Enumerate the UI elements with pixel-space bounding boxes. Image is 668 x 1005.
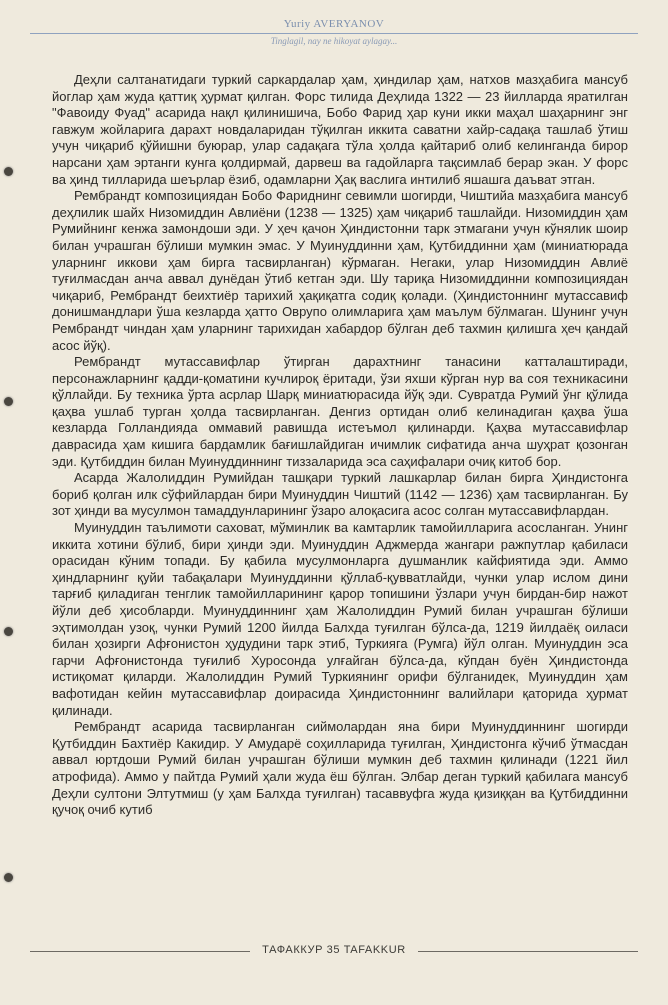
header-subtitle: Tinglagil, nay ne hikoyat aylagay... xyxy=(270,36,398,46)
paragraph: Муинуддин таълимоти саховат, мўминлик ва камтарлик тамойилларига асосланган. Унинг иккита хотини бўлиб, бири ҳинди эди. Муинуддин Аджмерда жангари ражпутлар қабиласи орасидан кўним топади. Бу қабила мусулмонларга душманлик кайфиятида эди. Аммо ҳиндларнинг қуйи табақалари Муинуддинни қўллаб-қувватлайди, чунки улар ислом дини тарғиб қиладиган тенглик тамойилларининг қарор топишини ўзлари учун бирдан-бир нажот йўли деб ҳисобларди. Муинуддиннинг ҳам Жалолиддин Румий билан учрашган бўлиши эҳтимолдан узоқ, чунки Румий 1200 йилда Балхда туғилган бўлса-да, 1219 йилдаёқ оиласи билан ҳозирги Афғонистон ҳудудини тарк этиб, Туркияга (Румга) йўл олган. Муинуддин эса гарчи Афғонистонда туғилиб Хуросонда улғайган бўлса-да, кўпдан буён Ҳиндистонда истиқомат қиларди. Жалолиддин Румий Туркиянинг орифи бўлганидек, Муинуддин ҳам вафотидан кейин мутассавифлар доирасида Ҳиндистоннинг валийлари қаторида ҳурмат қилинади. xyxy=(52,520,628,718)
article-body xyxy=(52,72,628,819)
paragraph: Рембрандт мутассавифлар ўтирган дарахтнинг танасини катталаштиради, персонажларнинг қадди-қоматини кучлироқ ёритади, ўзи яхши кўрган нур ва соя техникасини қўллайди. Бу техника ўрта асрлар Шарқ миниатюрасида йўқ эди. Сувратда Румий ўнг қўлида қаҳва ушлаб турган ҳолда тасвирланган. Денгиз ортидан олиб келинадиган қаҳва ўша кезларда Голландияда оммавий равишда истеъмол қилинарди. Қаҳва мутассавифлар даврасида ҳам кишига бардамлик бағишлайдиган ичимлик сифатида анча шуҳрат қозонган эди. Қутбиддин билан Муинуддиннинг тиззаларида эса саҳифалари очиқ китоб бор. xyxy=(52,354,628,469)
author-name: Yuriy AVERYANOV xyxy=(283,18,385,30)
paragraph: Деҳли салтанатидаги туркий саркардалар ҳам, ҳиндилар ҳам, натхов мазҳабига мансуб йоглар ҳам жуда қаттиқ ҳурмат қилган. Форс тилида Деҳлида 1322 — 23 йилларда яратилган "Фавоиду Фуад" асарида нақл қилинишича, Бобо Фарид ҳар куни икки маҳал шаҳарнинг энг гавжум жойларига дарахт новдаларидан тўқилган иккита саватни хайр-садақа ташлаб ўтиш учун чиқариб қўйишни буюрар, улар садақага тўла ҳолда қайтариб олиб келинганда бирор нарсани ҳам эртанги кунга қолдирмай, дарвеш ва гадойларга тақсимлаб берар экан. У форс ва ҳинд тилларида шеърлар ёзиб, одамларни Ҳақ васлига интилиб яшашга даъват этган. xyxy=(52,72,628,187)
footer-rule-right xyxy=(418,951,638,952)
running-header xyxy=(30,18,638,46)
paragraph: Асарда Жалолиддин Румийдан ташқари туркий лашкарлар билан бирга Ҳиндистонга бориб қолган илк сўфийлардан бири Муинуддин Чиштий (1142 — 1236) ҳам тасвирланган. Бу зот ҳинди ва мусулмон тамаддунларининг ўзаро алоқасига асос солган мутассавифлардан. xyxy=(52,470,628,519)
binding-hole xyxy=(4,167,13,176)
footer-label: ТАФАККУР 35 TAFAKKUR xyxy=(262,944,406,956)
binding-hole xyxy=(4,397,13,406)
header-rule xyxy=(30,33,638,34)
paragraph: Рембрандт асарида тасвирланган сиймолардан яна бири Муинуддиннинг шогирди Қутбиддин Бахтиёр Какидир. У Амударё соҳилларида туғилган, Ҳиндистонга кўчиб ўтмасдан аввал юртдоши Румий билан учрашган бўлиши мумкин деб тахмин қилинади (1221 йил атрофида). Аммо у пайтда Румий ҳали жуда ёш бўлган. Элбар деган туркий қабилага мансуб Деҳли султони Элтутмиш (у ҳам Балхда туғилган) тасаввуфга жуда қизиққан ва Қутбиддинни қучоқ очиб кутиб xyxy=(52,719,628,818)
paragraph: Рембрандт композициядан Бобо Фариднинг севимли шогирди, Чиштийа мазҳабига мансуб деҳлилик шайх Низомиддин Авлиёни (1238 — 1325) ҳам чиқариб ташлайди. Низомиддин ҳам Румийнинг кенжа замондоши эди. У ҳеч қачон Ҳиндистонни тарк этмагани учун кўнялик шоир билан учрашган бўлиши мумкин эмас. У Муинуддинни ҳам, Қутбиддинни ҳам (миниатюрада уларнинг иккови ҳам бирга тасвирланган) кўрмаган. Негаки, улар Низомиддин Авлиё туғилмасдан анча аввал дунёдан ўтиб кетган эди. Шу тариқа Низомиддинни композициядан чиқариб, Рембрандт беихтиёр тарихий ҳақиқатга содиқ қолади. (Ҳиндистоннинг мутассавиф донишмандлари ўша кезларда ҳатто Оврупо олимларига ҳам маълум бўлмаган. Шунинг учун Рембрандт чиндан ҳам уларнинг тарихидан хабардор бўлган деб тахмин қилишга ҳеч қандай асос йўқ). xyxy=(52,188,628,353)
binding-hole xyxy=(4,873,13,882)
binding-hole xyxy=(4,627,13,636)
